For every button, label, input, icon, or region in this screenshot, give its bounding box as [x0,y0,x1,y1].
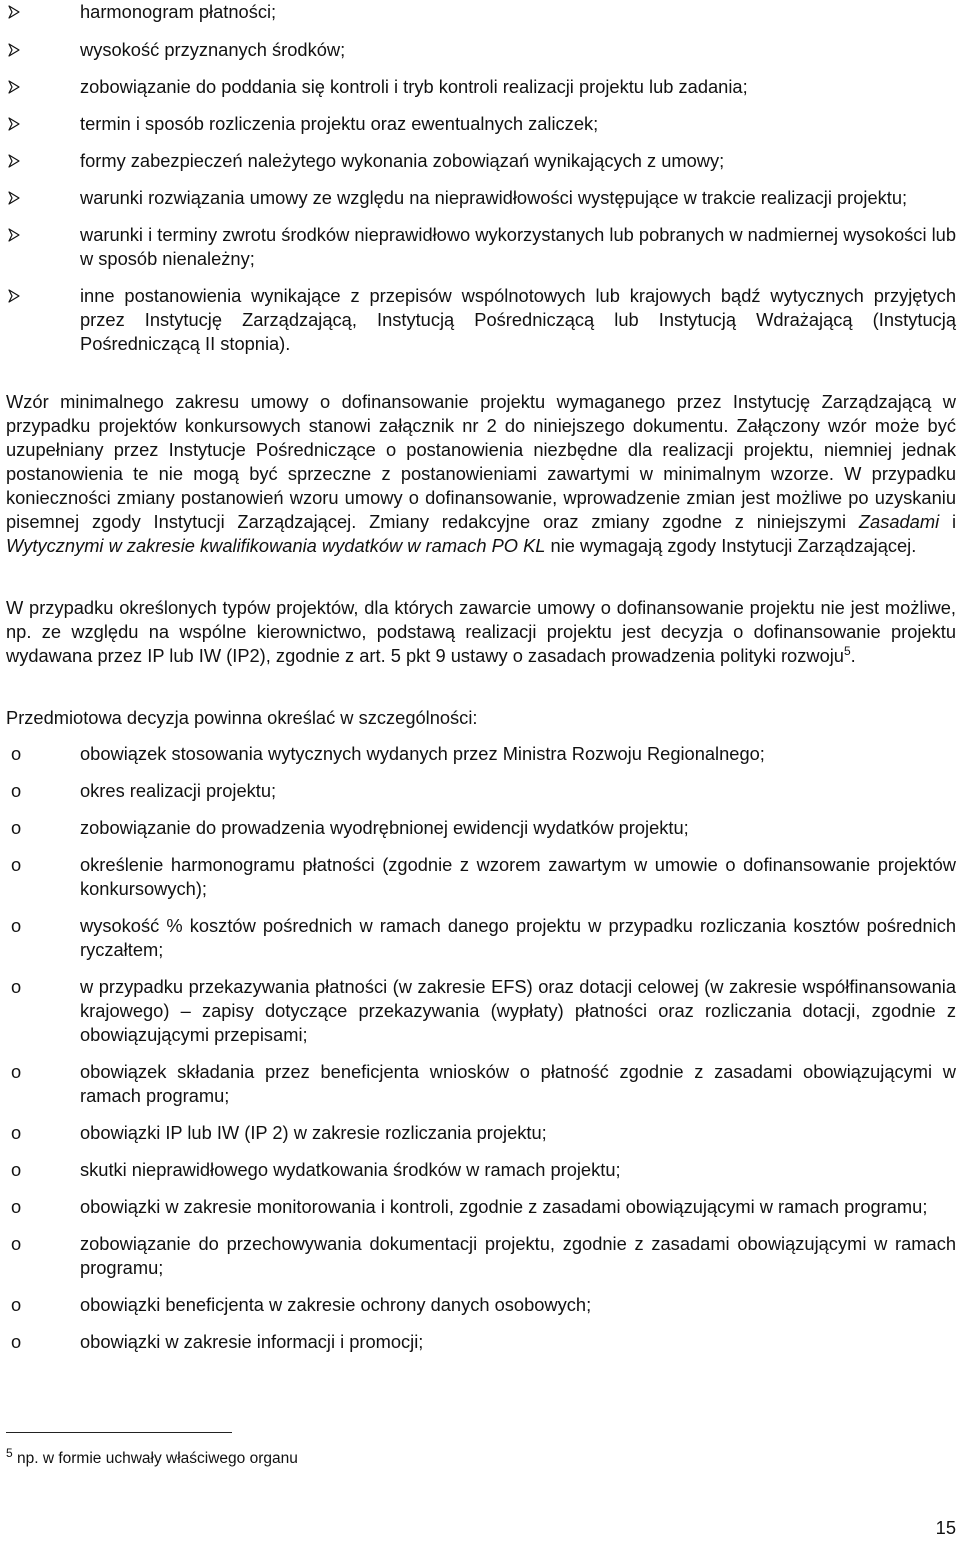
list-item [8,0,956,24]
list-item [11,1232,956,1280]
footnote-divider [6,1432,232,1433]
paragraph-text: nie wymagają zgody Instytucji Zarządzającej. [545,535,917,556]
list-intro: Przedmiotowa decyzja powinna określać w szczególności: [6,707,478,728]
footnote [6,1445,298,1470]
circle-bullet-icon: o [11,915,22,936]
list-item [11,1330,956,1354]
arrow-bullet-list [8,0,956,356]
circle-bullet-icon: o [11,1331,22,1352]
circle-bullet-icon: o [11,1233,22,1254]
list-item [11,1121,956,1145]
list-item-text: termin i sposób rozliczenia projektu oraz ewentualnych zaliczek; [80,113,599,134]
paragraph-text: W przypadku określonych typów projektów, dla których zawarcie umowy o dofinansowanie projektu nie jest możliwe, np. ze względu na wspólne kierownictwo, podstawą realizacji projektu jest decyzja o dofinansowanie projektu wydawana przez IP lub IW (IP2), zgodnie z art. 5 pkt 9 ustawy o zasadach prowadzenia polityki rozwoju [6,597,956,666]
list-item [11,853,956,901]
list-item-text: wysokość % kosztów pośrednich w ramach danego projektu w przypadku rozliczania kosztów pośrednich ryczałtem; [80,915,956,960]
list-item [8,284,956,356]
circle-bullet-icon: o [11,1294,22,1315]
list-item [8,75,956,99]
circle-bullet-icon: o [11,1196,22,1217]
circle-bullet-icon: o [11,743,22,764]
list-item [8,223,956,271]
list-item [11,816,956,840]
list-item-text: formy zabezpieczeń należytego wykonania zobowiązań wynikających z umowy; [80,150,725,171]
list-item [11,1195,956,1219]
list-item [11,914,956,962]
footnote-number: 5 [6,1445,13,1460]
list-item [11,1293,956,1317]
list-item-text: obowiązki beneficjenta w zakresie ochrony danych osobowych; [80,1294,592,1315]
list-item [8,149,956,173]
list-item-text: warunki i terminy zwrotu środków nieprawidłowo wykorzystanych lub pobranych w nadmiernej wysokości lub w sposób nienależny; [80,224,956,269]
paragraph-umowa [6,390,956,558]
arrowhead-bullet-icon [8,289,20,303]
list-item-text: określenie harmonogramu płatności (zgodnie z wzorem zawartym w umowie o dofinansowanie projektów konkursowych); [80,854,956,899]
list-item-text: obowiązki IP lub IW (IP 2) w zakresie rozliczania projektu; [80,1122,547,1143]
arrowhead-bullet-icon [8,191,20,205]
footnote-reference: 5 [843,643,851,658]
footnote-text: np. w formie uchwały właściwego organu [12,1450,298,1467]
circle-bullet-list [11,742,956,1367]
list-item-text: inne postanowienia wynikające z przepisów wspólnotowych lub krajowych bądź wytycznych przyjętych przez Instytucję Zarządzającą, Instytucją Pośredniczącą lub Instytucją Wdrażającą (Instytucją Pośredniczącą II stopnia). [80,285,956,354]
arrowhead-bullet-icon [8,80,20,94]
list-item-text: obowiązki w zakresie monitorowania i kontroli, zgodnie z zasadami obowiązującymi w ramach programu; [80,1196,928,1217]
paragraph-text: i [939,511,956,532]
list-item [11,779,956,803]
list-item-text: harmonogram płatności; [80,1,277,22]
list-item [11,1158,956,1182]
page-number: 15 [935,1517,956,1538]
arrowhead-bullet-icon [8,228,20,242]
italic-term: Zasadami [858,511,940,532]
circle-bullet-icon: o [11,1122,22,1143]
circle-bullet-icon: o [11,1061,22,1082]
list-item-text: skutki nieprawidłowego wydatkowania środków w ramach projektu; [80,1159,621,1180]
list-item-text: obowiązek składania przez beneficjenta wniosków o płatność zgodnie z zasadami obowiązującymi w ramach programu; [80,1061,956,1106]
arrowhead-bullet-icon [8,43,20,57]
list-item-text: obowiązki w zakresie informacji i promocji; [80,1331,424,1352]
circle-bullet-icon: o [11,1159,22,1180]
italic-term: Wytycznymi w zakresie kwalifikowania wydatków w ramach PO KL [6,535,546,556]
list-item-text: obowiązek stosowania wytycznych wydanych przez Ministra Rozwoju Regionalnego; [80,743,765,764]
paragraph-text: Wzór minimalnego zakresu umowy o dofinansowanie projektu wymaganego przez Instytucję Zarządzającą w przypadku projektów konkursowych stanowi załącznik nr 2 do niniejszego dokumentu. Załączony wzór może być uzupełniany przez Instytucje Pośredniczące o postanowienia niezbędne dla realizacji projektu, niemniej jednak postanowienia te nie mogą być sprzeczne z postanowieniami zawartymi w minimalnym wzorze. W przypadku konieczności zmiany postanowień wzoru umowy o dofinansowanie, wprowadzenie zmian jest możliwe po uzyskaniu pisemnej zgody Instytucji Zarządzającej. Zmiany redakcyjne oraz zmiany zgodne z niniejszymi [6,391,956,532]
list-item [8,38,956,62]
arrowhead-bullet-icon [8,154,20,168]
circle-bullet-icon: o [11,976,22,997]
list-item [8,186,956,210]
list-item-text: zobowiązanie do prowadzenia wyodrębnionej ewidencji wydatków projektu; [80,817,689,838]
list-item-text: warunki rozwiązania umowy ze względu na nieprawidłowości występujące w trakcie realizacji projektu; [80,187,908,208]
paragraph-decyzja [6,596,956,668]
list-item [11,742,956,766]
paragraph-text: . [850,645,856,666]
arrowhead-bullet-icon [8,117,20,131]
list-item-text: wysokość przyznanych środków; [80,39,346,60]
list-item-text: w przypadku przekazywania płatności (w zakresie EFS) oraz dotacji celowej (w zakresie współfinansowania krajowego) – zapisy dotyczące przekazywania (wypłaty) płatności oraz rozliczania dotacji, zgodnie z obowiązującymi przepisami; [80,976,956,1045]
list-item-text: zobowiązanie do przechowywania dokumentacji projektu, zgodnie z zasadami obowiązującymi w ramach programu; [80,1233,956,1278]
arrowhead-bullet-icon [8,5,20,19]
list-item-text: zobowiązanie do poddania się kontroli i tryb kontroli realizacji projektu lub zadania; [80,76,748,97]
list-item [11,975,956,1047]
circle-bullet-icon: o [11,817,22,838]
circle-bullet-icon: o [11,854,22,875]
list-item-text: okres realizacji projektu; [80,780,277,801]
list-item [8,112,956,136]
circle-bullet-icon: o [11,780,22,801]
list-item [11,1060,956,1108]
